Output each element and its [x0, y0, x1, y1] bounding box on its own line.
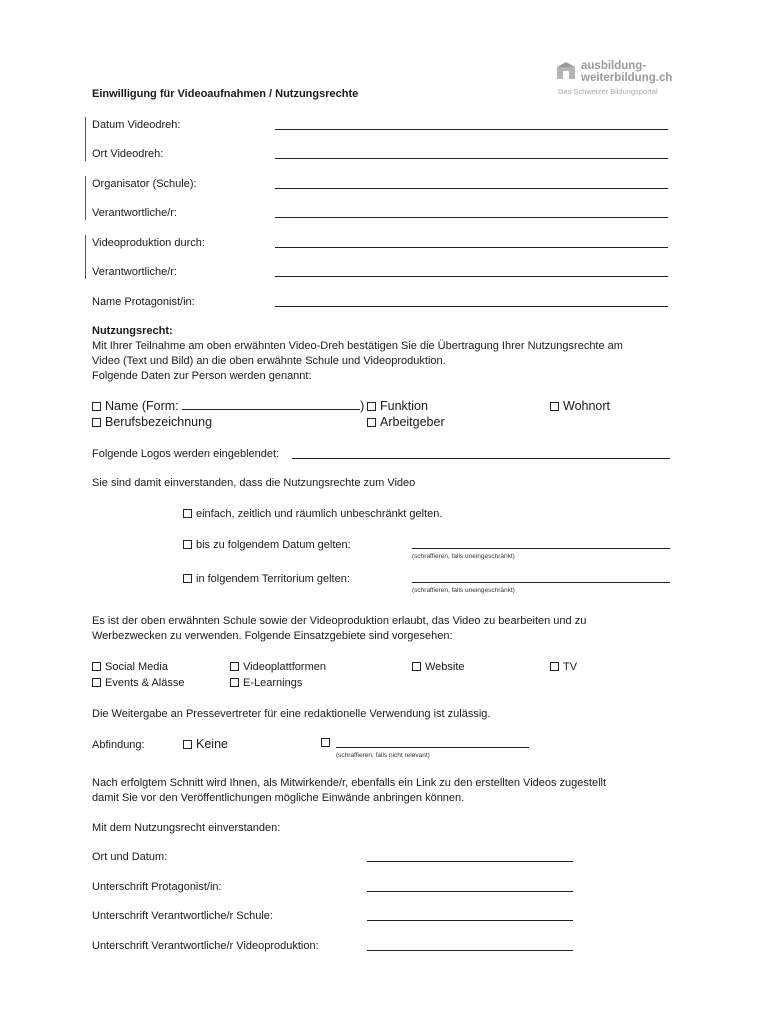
logo-text-2: weiterbildung.ch — [581, 72, 673, 84]
field-label-datum: Datum Videodreh: — [92, 119, 181, 131]
option-label: in folgendem Territorium gelten: — [196, 573, 350, 585]
logo-mark-icon — [556, 62, 576, 80]
option-label: bis zu folgendem Datum gelten: — [196, 539, 351, 551]
group-bar — [85, 176, 86, 220]
option-beruf[interactable] — [92, 415, 212, 429]
option-label: ) — [360, 399, 365, 413]
logos-input[interactable] — [292, 458, 670, 459]
checkbox-arbeitgeber[interactable] — [367, 418, 376, 427]
checkbox-events[interactable] — [92, 678, 101, 687]
field-label-protagonist: Name Protagonist/in: — [92, 296, 195, 308]
group-bar — [85, 235, 86, 279]
option-label: TV — [563, 661, 578, 673]
option-label: Wohnort — [563, 399, 611, 413]
option-label: Keine — [196, 737, 228, 751]
paragraph-line: Nach erfolgtem Schnitt wird Ihnen, als Mitwirkende/r, ebenfalls ein Link zu den erstellten Videos zugestellt — [92, 777, 607, 789]
option-label: E-Learnings — [243, 677, 303, 689]
hint-text: (schraffieren, falls nicht relevant) — [336, 752, 430, 759]
paragraph-line: damit Sie vor den Veröffentlichungen mögliche Einwände anbringen können. — [92, 792, 465, 804]
field-label-verantwortlich-produktion: Verantwortliche/r: — [92, 266, 177, 278]
option-label: Events & Alässe — [105, 677, 185, 689]
checkbox-website[interactable] — [412, 662, 421, 671]
option-arbeitgeber[interactable] — [367, 415, 445, 429]
consent-label: Mit dem Nutzungsrecht einverstanden: — [92, 822, 281, 834]
signature-input-ort-datum[interactable] — [367, 861, 573, 862]
checkbox-name[interactable] — [92, 402, 101, 411]
checkbox-tv[interactable] — [550, 662, 559, 671]
paragraph-line: Es ist der oben erwähnten Schule sowie der Videoproduktion erlaubt, das Video zu bearbeiten und zu — [92, 615, 587, 627]
checkbox-abfindung-betrag[interactable] — [321, 738, 330, 747]
checkbox-elearnings[interactable] — [230, 678, 239, 687]
logo-tagline: Das Schweizer Bildungsportal — [558, 87, 658, 96]
option-website[interactable] — [412, 661, 465, 673]
option-videoplattformen[interactable] — [230, 661, 326, 673]
signature-input-videoproduktion[interactable] — [367, 950, 573, 951]
paragraph-line: Folgende Daten zur Person werden genannt: — [92, 370, 312, 382]
option-label: Berufsbezeichnung — [105, 415, 213, 429]
logos-label: Folgende Logos werden eingeblendet: — [92, 448, 280, 460]
checkbox-beruf[interactable] — [92, 418, 101, 427]
page-title: Einwilligung für Videoaufnahmen / Nutzungsrechte — [92, 88, 359, 100]
option-abfindung-betrag[interactable] — [321, 737, 334, 749]
hint-text: (schraffieren, falls uneingeschränkt) — [412, 553, 515, 560]
checkbox-wohnort[interactable] — [550, 402, 559, 411]
datum-input[interactable] — [412, 548, 670, 549]
checkbox-datum[interactable] — [183, 540, 192, 549]
option-wohnort[interactable] — [550, 399, 610, 413]
signature-input-protagonist[interactable] — [367, 891, 573, 892]
signature-label-videoproduktion: Unterschrift Verantwortliche/r Videoproduktion: — [92, 940, 319, 952]
press-text: Die Weitergabe an Pressevertreter für eine redaktionelle Verwendung ist zulässig. — [92, 708, 491, 720]
option-label: Website — [425, 661, 465, 673]
option-label: Funktion — [380, 399, 428, 413]
field-input-verantwortlich-produktion[interactable] — [275, 276, 668, 277]
option-label: Name (Form: — [105, 399, 183, 413]
option-name[interactable] — [92, 399, 364, 413]
checkbox-social[interactable] — [92, 662, 101, 671]
field-input-organisator[interactable] — [275, 188, 668, 189]
option-label: Social Media — [105, 661, 168, 673]
checkbox-unbeschraenkt[interactable] — [183, 509, 192, 518]
option-territorium[interactable] — [183, 573, 350, 585]
option-funktion[interactable] — [367, 399, 428, 413]
field-label-videoproduktion: Videoproduktion durch: — [92, 237, 205, 249]
checkbox-territorium[interactable] — [183, 574, 192, 583]
signature-input-schule[interactable] — [367, 920, 573, 921]
section-heading-nutzungsrecht: Nutzungsrecht: — [92, 325, 173, 337]
field-input-ort[interactable] — [275, 158, 668, 159]
territorium-input[interactable] — [412, 582, 670, 583]
name-form-input[interactable] — [182, 399, 360, 410]
checkbox-videoplattformen[interactable] — [230, 662, 239, 671]
option-keine[interactable] — [183, 737, 228, 751]
option-label: einfach, zeitlich und räumlich unbeschränkt gelten. — [196, 508, 443, 520]
field-input-protagonist[interactable] — [275, 306, 668, 307]
option-events[interactable] — [92, 677, 185, 689]
paragraph-line: Werbezwecken zu verwenden. Folgende Einsatzgebiete sind vorgesehen: — [92, 630, 453, 642]
checkbox-funktion[interactable] — [367, 402, 376, 411]
checkbox-keine[interactable] — [183, 740, 192, 749]
agree-label: Sie sind damit einverstanden, dass die Nutzungsrechte zum Video — [92, 477, 416, 489]
logo-text-1: ausbildung- — [581, 60, 647, 72]
option-social[interactable] — [92, 661, 168, 673]
option-datum[interactable] — [183, 539, 351, 551]
option-label: Videoplattformen — [243, 661, 326, 673]
paragraph-line: Mit Ihrer Teilnahme am oben erwähnten Video-Dreh bestätigen Sie die Übertragung Ihrer Nutzungsrechte am — [92, 340, 623, 352]
abfindung-input[interactable] — [336, 747, 529, 748]
field-label-verantwortlich-schule: Verantwortliche/r: — [92, 207, 177, 219]
field-input-datum[interactable] — [275, 129, 668, 130]
option-elearnings[interactable] — [230, 677, 302, 689]
signature-label-ort-datum: Ort und Datum: — [92, 851, 168, 863]
option-tv[interactable] — [550, 661, 577, 673]
group-bar — [85, 117, 86, 161]
abfindung-label: Abfindung: — [92, 739, 145, 751]
signature-label-schule: Unterschrift Verantwortliche/r Schule: — [92, 910, 273, 922]
option-unbeschraenkt[interactable] — [183, 508, 442, 520]
paragraph-line: Video (Text und Bild) an die oben erwähnte Schule und Videoproduktion. — [92, 355, 446, 367]
signature-label-protagonist: Unterschrift Protagonist/in: — [92, 881, 222, 893]
field-label-organisator: Organisator (Schule): — [92, 178, 197, 190]
field-input-videoproduktion[interactable] — [275, 247, 668, 248]
field-label-ort: Ort Videodreh: — [92, 148, 164, 160]
brand-logo — [556, 60, 672, 96]
option-label: Arbeitgeber — [380, 415, 445, 429]
hint-text: (schraffieren, falls uneingeschränkt) — [412, 587, 515, 594]
field-input-verantwortlich-schule[interactable] — [275, 217, 668, 218]
